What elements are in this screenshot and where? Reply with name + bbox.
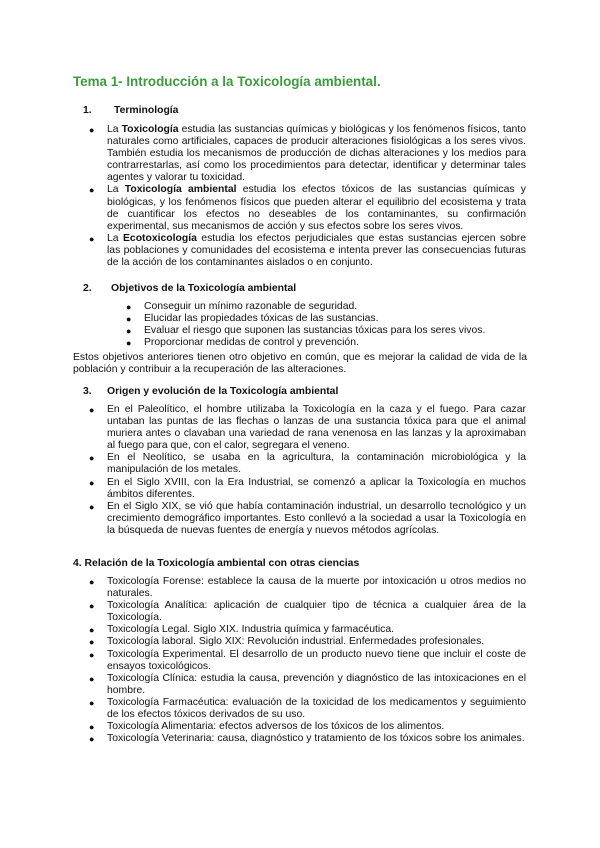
item-text: Elucidar las propiedades tóxicas de las sustancias. <box>144 313 379 325</box>
list-item <box>126 337 524 349</box>
item-text: En el Siglo XIX, se vió que había contaminación industrial, un desarrollo tecnológico y un crecimiento demográfico importantes. Esto conllevó a la sociedad a usar la Toxicología en la búsqueda de nuevas fuentes de energía y nuevos métodos agrícolas. <box>107 500 526 536</box>
item-text: estudia las sustancias químicas y biológicas y los fenómenos físicos, tanto naturales como artificiales, capaces de producir alteraciones fisiológicas a los seres vivos. También estudia los mecanismos de producción de dichas alteraciones y los medios para contrarrestarlas, así como los procedimientos para detectar, identificar y determinar tales agentes y valorar tu toxicidad. <box>107 124 527 184</box>
item-text: Toxicología Veterinaria: causa, diagnóstico y tratamiento de los tóxicos sobre los animales. <box>107 733 525 745</box>
section-4-heading: 4. Relación de la Toxicología ambiental con otras ciencias <box>73 558 360 569</box>
list-item <box>89 232 526 269</box>
section-2-paragraph: Estos objetivos anteriores tienen otro objetivo en común, que es mejorar la calidad de vida de la población y contribuir a la recuperación de las alteraciones. <box>73 352 527 376</box>
list-item <box>89 576 526 600</box>
item-text: En el Paleolítico, el hombre utilizaba la Toxicología en la caza y el fuego. Para cazar untaban las puntas de las flechas o lanzas de una sustancia tóxica para que el animal muriera antes o clavaban una variedad de rana venenosa en las lanzas y la aproximaban al fuego para que, con el calor, segregara el veneno. <box>107 404 526 452</box>
section-2-heading <box>83 282 296 295</box>
section-3-heading <box>83 385 338 398</box>
bullet-icon: ● <box>89 649 95 660</box>
section-2-list <box>126 301 524 349</box>
item-prefix: La <box>107 184 125 196</box>
list-item <box>89 404 526 452</box>
section-1-number: 1. <box>83 105 92 116</box>
bullet-icon: ● <box>89 601 95 612</box>
section-1-list <box>89 124 527 269</box>
list-item <box>89 184 526 232</box>
item-text: estudia los efectos perjudiciales que estas sustancias ejercen sobre las poblaciones y comunidades del ecosistema e intenta prever las consecuencias futuras de la acción de los contaminantes aislados o en conjunto. <box>107 232 526 269</box>
bullet-icon: ● <box>126 338 132 349</box>
list-item <box>89 648 526 673</box>
item-text: Toxicología Farmacéutica: evaluación de la toxicidad de los medicamentos y seguimiento de los efectos tóxicos derivados de su uso. <box>107 696 526 721</box>
item-text: Toxicología Alimentaria: efectos adversos de los tóxicos de los alimentos. <box>107 721 445 733</box>
bullet-icon: ● <box>89 722 95 733</box>
list-item <box>89 600 526 624</box>
page-title: Tema 1- Introducción a la Toxicología ambiental. <box>73 74 381 89</box>
list-item <box>89 476 526 501</box>
section-2-title: Objetivos de la Toxicología ambiental <box>111 283 297 294</box>
item-text: Proporcionar medidas de control y prevención. <box>144 337 359 349</box>
section-3-title: Origen y evolución de la Toxicología ambiental <box>107 386 339 397</box>
bullet-icon: ● <box>89 625 95 636</box>
bullet-icon: ● <box>89 577 95 587</box>
list-item <box>126 301 524 313</box>
list-item <box>89 672 526 697</box>
item-text: Toxicología Legal. Siglo XIX. Industria química y farmacéutica. <box>107 624 395 636</box>
bullet-icon: ● <box>89 185 95 196</box>
section-3-list <box>89 404 526 537</box>
list-item <box>89 733 526 745</box>
item-text: Toxicología Forense: establece la causa de la muerte por intoxicación u otros medios no naturales. <box>107 576 526 600</box>
list-item <box>89 696 526 721</box>
item-prefix: La <box>107 124 122 135</box>
bullet-icon: ● <box>89 233 95 244</box>
term-bold: Ecotoxicología <box>122 232 197 244</box>
section-2-number: 2. <box>83 283 92 294</box>
item-text: estudia los efectos tóxicos de las sustancias químicas y biológicas, y los fenómenos físicos que pueden alterar el equilibrio del ecosistema y trata de cuantificar los efectos no deseables de los contaminantes, su confirmación experimental, sus mecanismos de acción y sus efectos sobre los seres vivos. <box>107 184 526 232</box>
list-item <box>89 721 526 733</box>
item-prefix: La <box>107 232 123 244</box>
bullet-icon: ● <box>89 697 95 708</box>
section-4-list <box>89 576 526 745</box>
item-text: Evaluar el riesgo que suponen las sustancias tóxicas para los seres vivos. <box>144 325 486 337</box>
bullet-icon: ● <box>126 314 132 325</box>
list-item <box>89 124 527 184</box>
bullet-icon: ● <box>89 453 95 464</box>
list-item <box>89 624 526 636</box>
item-text: Toxicología laboral. Siglo XIX: Revolución industrial. Enfermedades profesionales. <box>107 636 485 648</box>
bullet-icon: ● <box>89 477 95 488</box>
list-item <box>89 500 526 537</box>
section-1-title: Terminología <box>114 105 179 116</box>
section-1-heading <box>83 104 178 117</box>
item-text: Conseguir un mínimo razonable de seguridad. <box>144 301 358 312</box>
bullet-icon: ● <box>89 501 95 512</box>
term-bold: Toxicología <box>121 124 179 135</box>
bullet-icon: ● <box>89 125 95 135</box>
item-text: En el Siglo XVIII, con la Era Industrial, se comenzó a aplicar la Toxicología en muchos ámbitos diferentes. <box>107 476 526 500</box>
bullet-icon: ● <box>89 637 95 648</box>
list-item <box>126 313 524 325</box>
list-item <box>89 452 526 476</box>
term-bold: Toxicología ambiental <box>124 184 237 196</box>
item-text: Toxicología Experimental. El desarrollo de un producto nuevo tiene que incluir el coste de ensayos toxicológicos. <box>107 648 526 672</box>
bullet-icon: ● <box>89 734 95 745</box>
item-text: Toxicología Clínica: estudia la causa, prevención y diagnóstico de las intoxicaciones en el hombre. <box>107 672 526 696</box>
bullet-icon: ● <box>89 405 95 415</box>
bullet-icon: ● <box>126 302 132 312</box>
bullet-icon: ● <box>89 673 95 684</box>
bullet-icon: ● <box>126 326 132 337</box>
section-3-number: 3. <box>83 386 92 397</box>
item-text: Toxicología Analítica: aplicación de cualquier tipo de técnica a cualquier área de la Toxicología. <box>107 600 526 624</box>
item-text: En el Neolítico, se usaba en la agricultura, la contaminación microbiológica y la manipulación de los metales. <box>107 452 526 476</box>
list-item <box>126 325 524 337</box>
list-item <box>89 636 526 648</box>
